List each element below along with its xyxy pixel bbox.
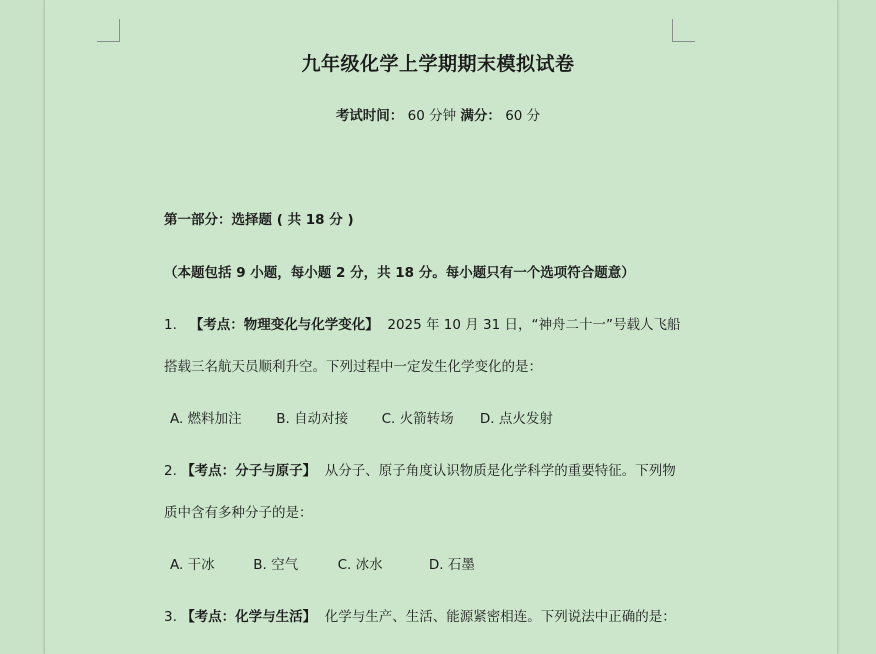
exam-time-label: 考试时间： bbox=[335, 108, 404, 124]
exam-score-value: 60 分 bbox=[505, 108, 541, 124]
section-instructions: （本题包括 9 小题，每小题 2 分，共 18 分。每小题只有一个选项符合题意） bbox=[164, 265, 635, 281]
question-1-options bbox=[170, 407, 553, 427]
exam-time-value: 60 分钟 bbox=[407, 108, 457, 124]
question-2-option-b: B. 空气 bbox=[253, 557, 299, 573]
question-2-option-d: D. 石墨 bbox=[428, 557, 475, 573]
question-2-line-1 bbox=[164, 459, 676, 479]
exam-info bbox=[0, 104, 876, 124]
question-2-text: 从分子、原子角度认识物质是化学科学的重要特征。下列物 bbox=[324, 463, 676, 479]
question-2-option-a: A. 干冰 bbox=[170, 557, 215, 573]
question-1-option-b: B. 自动对接 bbox=[276, 411, 349, 427]
question-1-option-c: C. 火箭转场 bbox=[381, 411, 454, 427]
question-1-option-a: A. 燃料加注 bbox=[170, 411, 242, 427]
question-2-line-2: 质中含有多种分子的是： bbox=[164, 505, 313, 521]
question-3-number: 3. bbox=[164, 609, 177, 625]
question-1-line-1 bbox=[164, 313, 681, 333]
question-1-tag: 【考点：物理变化与化学变化】 bbox=[189, 317, 379, 333]
question-2-options bbox=[170, 553, 475, 573]
document-title: 九年级化学上学期期末模拟试卷 bbox=[301, 53, 575, 75]
exam-score-label: 满分： bbox=[460, 108, 501, 124]
question-1-text: 2025 年 10 月 31 日，“神舟二十一”号载人飞船 bbox=[387, 317, 681, 333]
question-3-tag: 【考点：化学与生活】 bbox=[181, 609, 317, 625]
question-2-number: 2. bbox=[164, 463, 177, 479]
question-3-line-1 bbox=[164, 605, 676, 625]
section-heading: 第一部分：选择题 ( 共 18 分 ) bbox=[164, 212, 354, 228]
question-3-text: 化学与生产、生活、能源紧密相连。下列说法中正确的是： bbox=[324, 609, 676, 625]
question-1-line-2: 搭载三名航天员顺利升空。下列过程中一定发生化学变化的是： bbox=[164, 359, 542, 375]
question-1-number: 1. bbox=[164, 317, 177, 333]
question-2-tag: 【考点：分子与原子】 bbox=[181, 463, 317, 479]
question-2-option-c: C. 冰水 bbox=[337, 557, 383, 573]
question-1-option-d: D. 点火发射 bbox=[479, 411, 553, 427]
page-corner-mark-top-right bbox=[672, 19, 695, 42]
page-corner-mark-top-left bbox=[97, 19, 120, 42]
